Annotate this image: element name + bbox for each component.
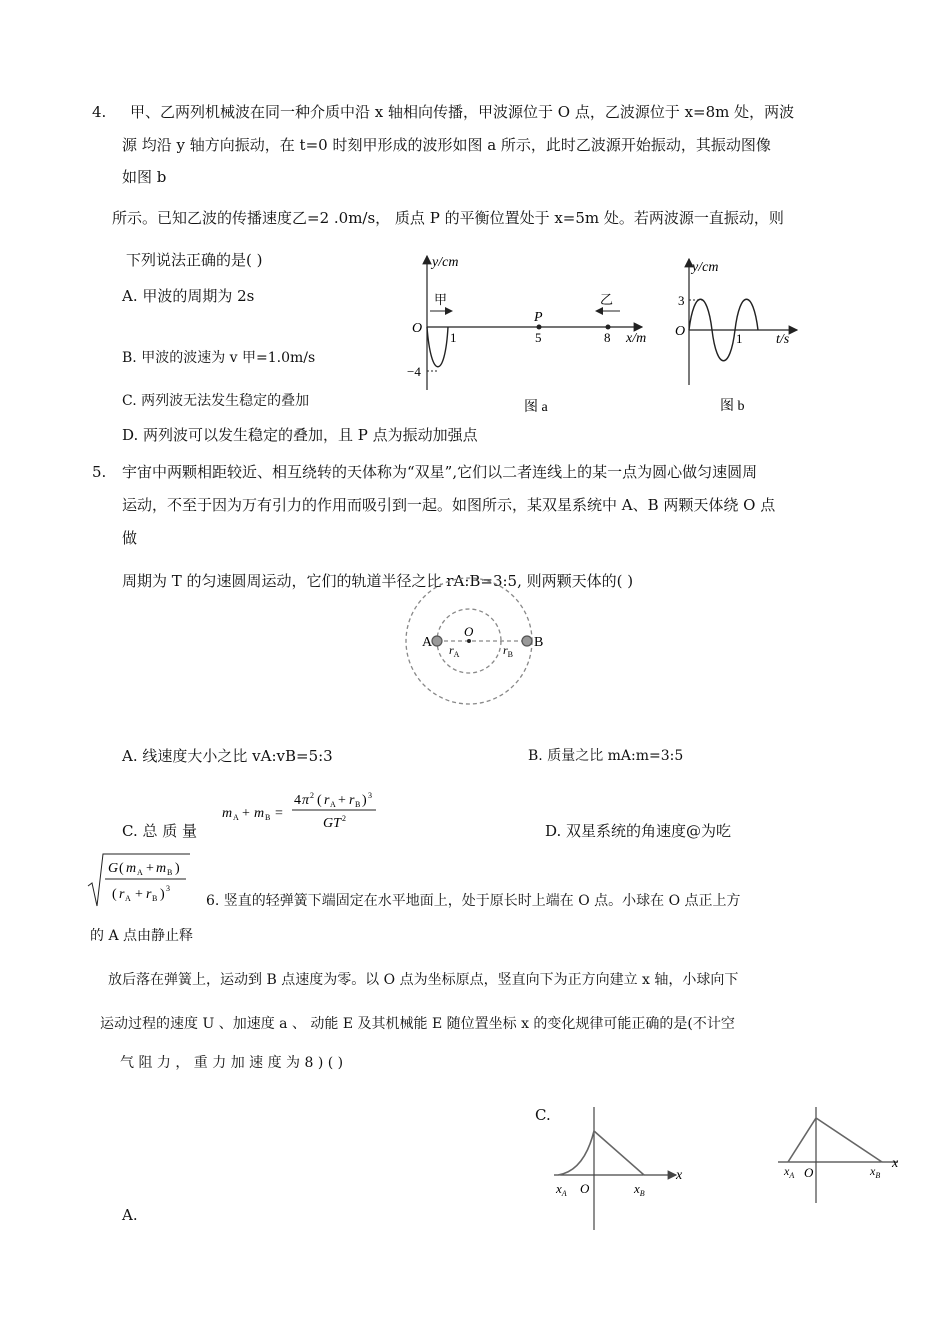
svg-text:4: 4 xyxy=(294,793,301,808)
graph-c-curve xyxy=(558,1131,644,1175)
label-rb: $r_B$ xyxy=(503,643,514,659)
q4-number: 4. xyxy=(92,103,107,121)
fig-a-label-yi: 乙 xyxy=(600,292,614,307)
q4-figure-b xyxy=(672,255,802,420)
svg-text:+: + xyxy=(135,887,143,902)
svg-text:=: = xyxy=(275,806,283,821)
fig-a-point-p xyxy=(537,325,542,330)
q5-angular-velocity-formula xyxy=(86,850,196,910)
fig-a-y-label: y/cm xyxy=(432,255,459,270)
center-o xyxy=(467,639,471,643)
svg-text:B: B xyxy=(355,800,361,809)
q4-option-a: A. 甲波的周期为 2s xyxy=(122,287,255,305)
svg-text:3: 3 xyxy=(166,884,170,893)
fig-b-x-label: t/s xyxy=(776,332,790,347)
svg-text:r: r xyxy=(119,887,125,902)
q4-option-c: C. 两列波无法发生稳定的叠加 xyxy=(122,393,310,409)
graph-c-x-label: x xyxy=(676,1168,683,1183)
svg-text:A: A xyxy=(125,894,131,903)
fig-a-label-p: P xyxy=(534,310,543,325)
svg-text:(: ( xyxy=(317,793,322,808)
star-b xyxy=(522,636,532,646)
fig-b-y-label: y/cm xyxy=(692,260,719,275)
svg-text:+: + xyxy=(242,806,250,821)
svg-text:A: A xyxy=(233,813,239,822)
svg-text:B: B xyxy=(167,868,173,877)
q5-stem-line2: 运动，不至于因为万有引力的作用而吸引到一起。如图所示，某双星系统中 A、B 两颗天体绕 O 点 xyxy=(122,496,776,514)
svg-text:m: m xyxy=(222,806,233,821)
q5-option-c-label: C. 总 质 量 xyxy=(122,822,198,840)
graph-c-xa-label: $x_A$ xyxy=(556,1181,567,1198)
fig-a-x-label: x/m xyxy=(626,331,647,346)
svg-text:A: A xyxy=(137,868,143,877)
q6-stem-line3: 运动过程的速度 U 、加速度 a 、 动能 E 及其机械能 E 随位置坐标 x 的变化规律可能正确的是(不计空 xyxy=(100,1016,735,1032)
svg-text:(: ( xyxy=(119,861,124,876)
q6-graph-c xyxy=(550,1105,690,1235)
q5-stem-line3: 做 xyxy=(122,529,138,547)
label-a: A xyxy=(422,635,433,650)
q4-option-d: D. 两列波可以发生稳定的叠加，且 P 点为振动加强点 xyxy=(122,426,478,444)
q6-graph-d xyxy=(778,1105,908,1215)
fig-b-origin: O xyxy=(675,324,686,339)
graph-c-origin: O xyxy=(580,1181,590,1196)
graph-d-origin: O xyxy=(804,1165,814,1180)
q5-binary-star-figure xyxy=(400,610,550,730)
fig-b-tick-3: 3 xyxy=(678,293,685,308)
svg-text:B: B xyxy=(265,813,271,822)
q5-option-a: A. 线速度大小之比 vA:vB=5:3 xyxy=(122,747,333,765)
q6-option-c-label: C. xyxy=(535,1106,551,1124)
q4-option-b: B. 甲波的波速为 v 甲=1.0m/s xyxy=(122,350,316,366)
svg-text:): ) xyxy=(160,887,165,902)
q6-stem-line1: 6. 竖直的轻弹簧下端固定在水平地面上，处于原长时上端在 O 点。小球在 O 点正上方 xyxy=(206,893,741,909)
label-b: B xyxy=(534,635,544,650)
fig-a-tick-1: 1 xyxy=(450,330,457,345)
svg-text:B: B xyxy=(152,894,158,903)
svg-text:m: m xyxy=(254,806,265,821)
label-ra: $r_A$ xyxy=(449,643,460,659)
q6-stem-line4: 气 阻 力 ， 重 力 加 速 度 为 8 ) ( ) xyxy=(120,1055,344,1071)
q4-stem-line5: 下列说法正确的是( ) xyxy=(126,251,263,269)
svg-text:π: π xyxy=(302,793,310,808)
q5-option-d: D. 双星系统的角速度@为吃 xyxy=(545,822,732,840)
star-a xyxy=(432,636,442,646)
svg-text:2: 2 xyxy=(342,814,346,823)
q6-stem-line2: 放后落在弹簧上，运动到 B 点速度为零。以 O 点为坐标原点，竖直向下为正方向建立 x 轴，小球向下 xyxy=(108,972,739,988)
q5-stem-line4: 周期为 T 的匀速圆周运动，它们的轨道半径之比 rA:B=3:5, 则两颗天体的( ) xyxy=(122,572,634,590)
graph-d-xa-label: $x_A$ xyxy=(784,1164,795,1180)
svg-text:+: + xyxy=(338,793,346,808)
fig-a-origin: O xyxy=(412,321,423,336)
fig-a-tick-5: 5 xyxy=(535,330,542,345)
fig-a-wave-jia xyxy=(427,327,448,367)
fig-a-tick-8: 8 xyxy=(604,330,611,345)
svg-text:m: m xyxy=(126,861,137,876)
q5-total-mass-formula xyxy=(220,788,400,832)
svg-text:2: 2 xyxy=(310,791,314,800)
label-o: O xyxy=(464,624,474,639)
svg-text:A: A xyxy=(330,800,336,809)
svg-text:): ) xyxy=(362,793,367,808)
q4-stem-line1: 甲、乙两列机械波在同一种介质中沿 x 轴相向传播，甲波源位于 O 点，乙波源位于 x=8m 处，两波 xyxy=(130,103,795,121)
svg-text:+: + xyxy=(146,861,154,876)
fig-b-tick-1: 1 xyxy=(736,331,743,346)
q6-option-a-label: A. xyxy=(122,1206,138,1224)
fig-a-tick-neg4: −4 xyxy=(407,364,421,379)
svg-text:GT: GT xyxy=(323,816,341,831)
svg-text:m: m xyxy=(156,861,167,876)
q5-number: 5. xyxy=(92,463,107,481)
svg-text:(: ( xyxy=(112,887,117,902)
graph-d-x-label: x xyxy=(892,1156,899,1171)
svg-text:r: r xyxy=(146,887,152,902)
fig-a-caption: 图 a xyxy=(524,400,548,415)
q6-stem-line1b: 的 A 点由静止释 xyxy=(90,928,194,944)
graph-d-xb-label: $x_B$ xyxy=(870,1164,881,1180)
q5-stem-line1: 宇宙中两颗相距较近、相互绕转的天体称为“双星”,它们以二者连线上的某一点为圆心做匀速圆周 xyxy=(122,463,758,481)
svg-text:r: r xyxy=(324,793,330,808)
svg-text:): ) xyxy=(175,861,180,876)
graph-d-curve xyxy=(788,1118,882,1162)
q5-option-b: B. 质量之比 mA:m=3:5 xyxy=(528,748,684,764)
fig-a-label-jia: 甲 xyxy=(434,292,448,307)
q4-stem-line3: 如图 b xyxy=(122,168,167,186)
svg-text:r: r xyxy=(349,793,355,808)
q4-figure-a xyxy=(400,250,660,420)
svg-text:G: G xyxy=(108,861,119,876)
fig-b-caption: 图 b xyxy=(720,399,745,414)
graph-c-xb-label: $x_B$ xyxy=(634,1181,645,1198)
svg-text:3: 3 xyxy=(368,791,372,800)
q4-stem-line4: 所示。已知乙波的传播速度乙=2 .0m/s， 质点 P 的平衡位置处于 x=5m 处。若两波源一直振动，则 xyxy=(112,209,784,227)
q4-stem-line2: 源 均沿 y 轴方向振动，在 t=0 时刻甲形成的波形如图 a 所示，此时乙波源开始振动，其振动图像 xyxy=(122,136,771,154)
fig-a-point-8 xyxy=(606,325,611,330)
